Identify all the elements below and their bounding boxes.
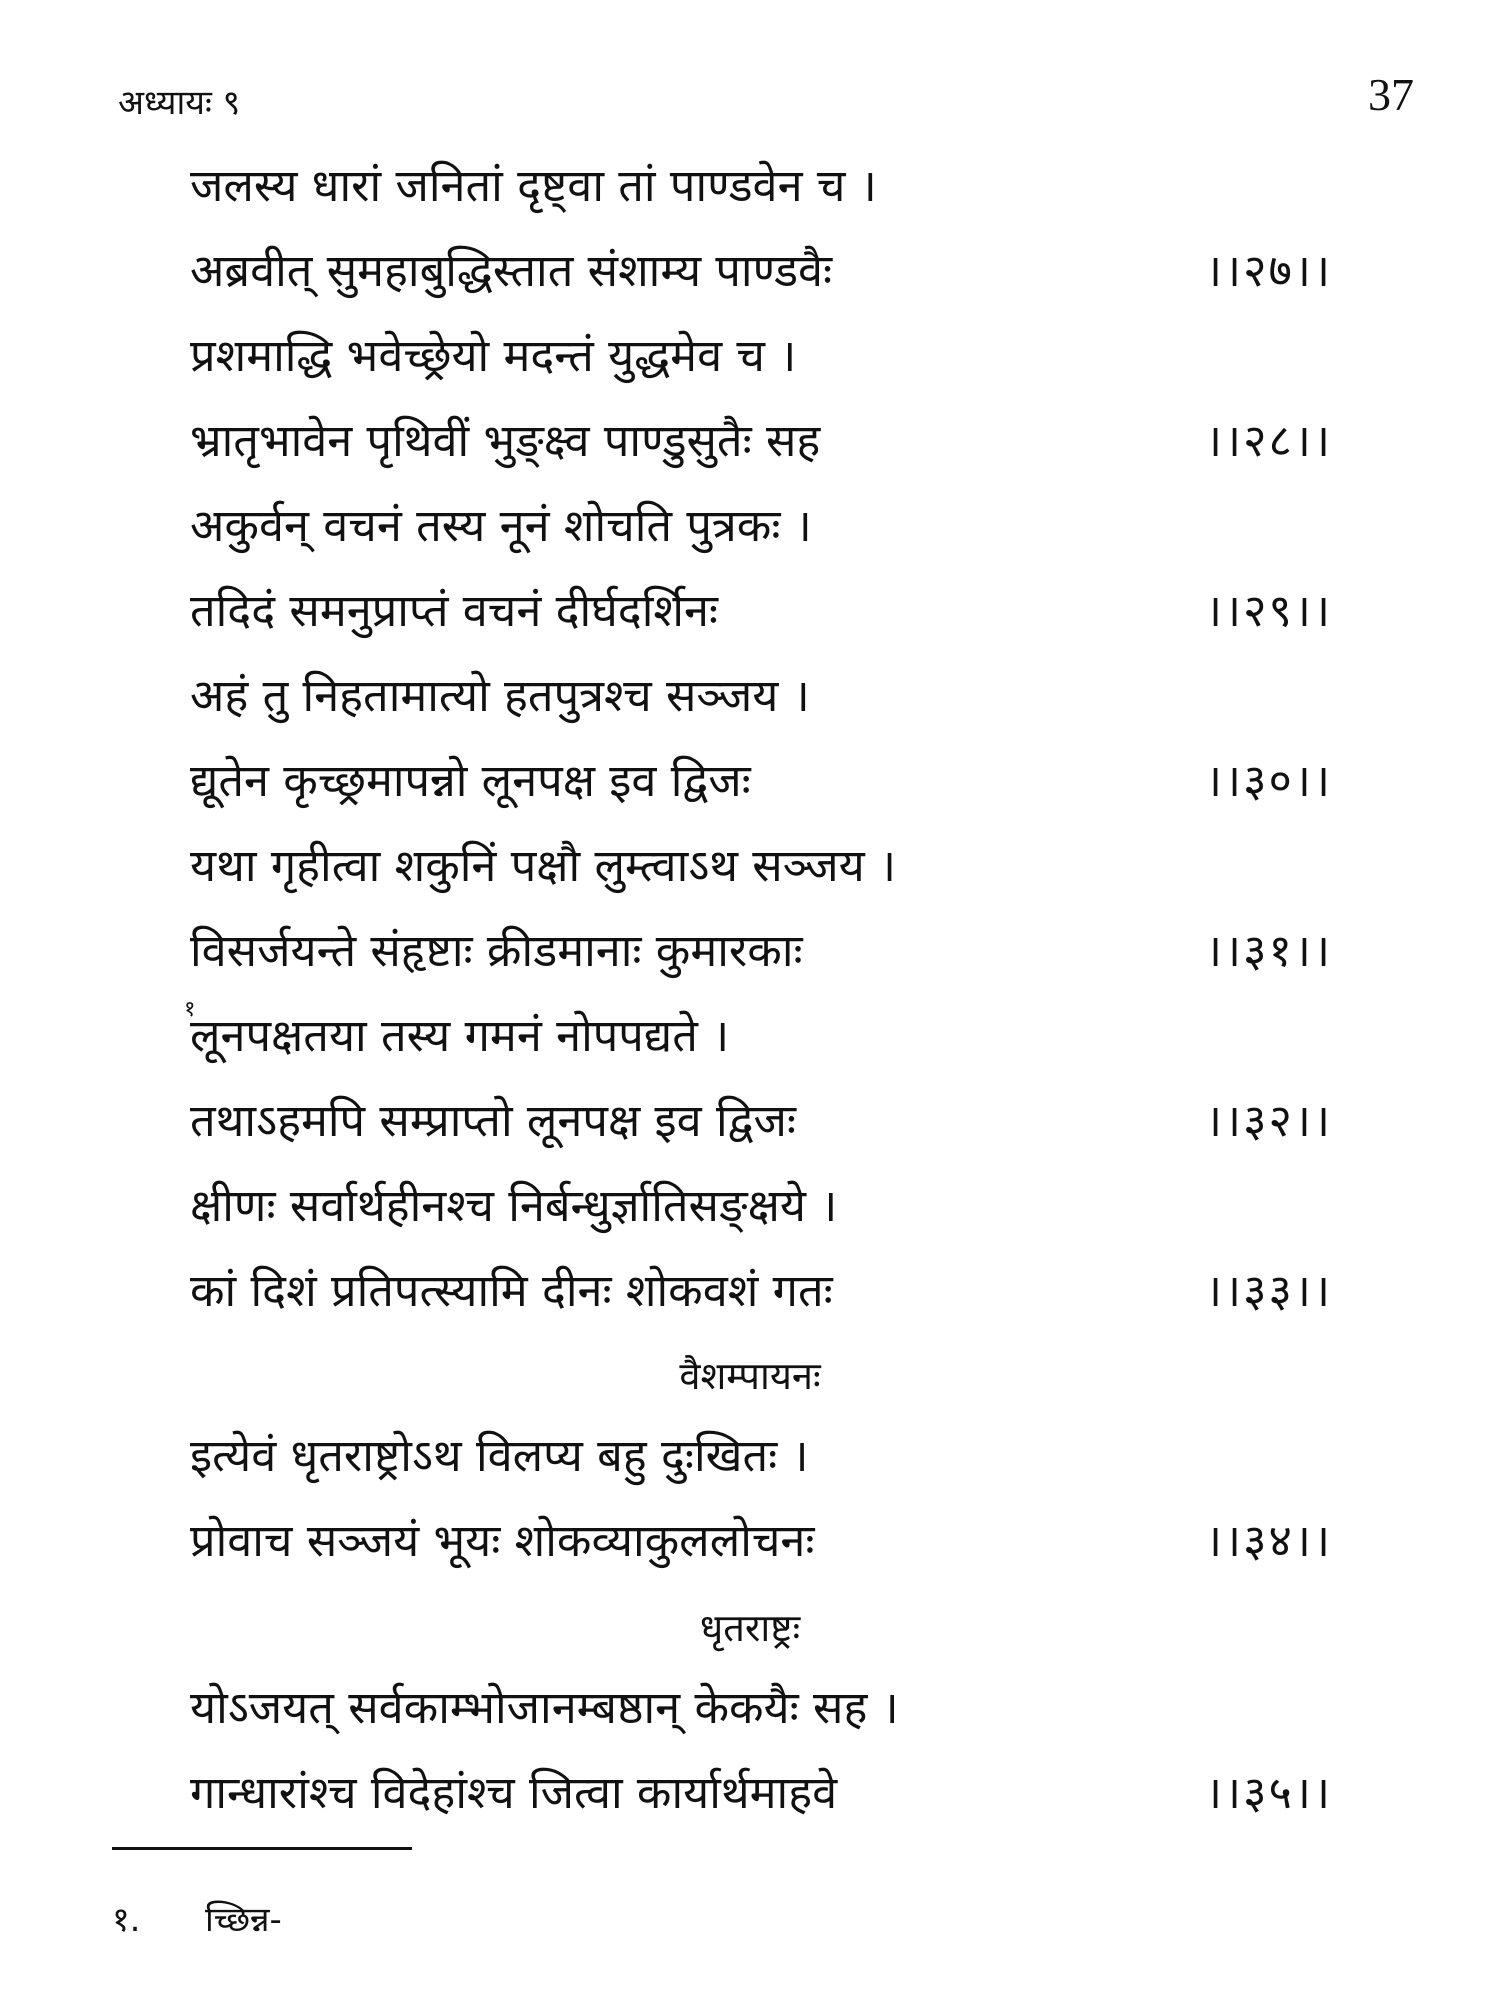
speaker-heading: धृतराष्ट्रः [699,1606,801,1650]
verse-line [190,1751,1370,1835]
verse-line [190,484,1370,568]
verse-line [190,654,1370,738]
verse-number: ।।३०।। [1205,754,1333,807]
verse-line [190,739,1370,823]
verse-text: अहं तु निहतामात्यो हतपुत्रश्च सञ्जय । [190,669,810,722]
chapter-heading: अध्यायः ९ [118,83,241,123]
verse-number: ।।३५।। [1205,1766,1333,1819]
verse-text: गान्धारांश्च विदेहांश्च जित्वा कार्यार्थमाहवे [190,1766,838,1819]
verse-text: अब्रवीत् सुमहाबुद्धिस्तात संशाम्य पाण्डवैः [190,244,833,297]
verse-text: भ्रातृभावेन पृथिवीं भुङ्क्ष्व पाण्डुसुतैः सह [190,414,821,467]
verse-line [184,994,1370,1078]
verse-line [190,1164,1370,1248]
verse-text: योऽजयत् सर्वकाम्भोजानम्बष्ठान् केकयैः सह । [190,1681,899,1734]
verse-line [190,399,1370,483]
verse-text: प्रोवाच सञ्जयं भूयः शोकव्याकुललोचनः [190,1514,815,1567]
verse-text: लूनपक्षतया तस्य गमनं नोपपद्यते । [190,1009,730,1062]
footnote-mark: १. [112,1900,141,1940]
verse-text: तदिदं समनुप्राप्तं वचनं दीर्घदर्शिनः [190,584,719,637]
verse-line [190,569,1370,653]
verse-line [190,1414,1370,1498]
verse-number: ।।२८।। [1205,414,1333,467]
verse-line [190,144,1370,228]
verse-text: जलस्य धारां जनितां दृष्ट्वा तां पाण्डवेन च । [190,159,877,212]
verse-number: ।।३४।। [1205,1514,1333,1567]
verse-line [190,229,1370,313]
verse-text: द्यूतेन कृच्छ्रमापन्नो लूनपक्ष इव द्विजः [190,754,751,807]
verse-text: यथा गृहीत्वा शकुनिं पक्षौ लुम्त्वाऽथ सञ्जय । [190,839,897,892]
footnote-ref: १ [184,997,196,1022]
verse-text: प्रशमाद्धि भवेच्छ्रेयो मदन्तं युद्धमेव च । [190,329,797,382]
page-number: 37 [1368,69,1414,120]
verse-text: कां दिशं प्रतिपत्स्यामि दीनः शोकवशं गतः [190,1264,833,1317]
verse-number: ।।३२।। [1205,1094,1333,1147]
verse-line [190,824,1370,908]
verse-number: ।।३१।। [1205,924,1333,977]
verse-number: ।।२७।। [1205,244,1333,297]
verse-line [190,1666,1370,1750]
speaker-heading: वैशम्पायनः [679,1354,821,1398]
verse-line [190,1249,1370,1333]
verse-text: क्षीणः सर्वार्थहीनश्च निर्बन्धुर्ज्ञातिसङ्क्षये । [190,1179,838,1232]
verse-text: विसर्जयन्ते संहृष्टाः क्रीडमानाः कुमारकाः [190,924,803,977]
verse-text: तथाऽहमपि सम्प्राप्तो लूनपक्ष इव द्विजः [190,1094,796,1147]
footnote-divider [112,1847,412,1850]
verse-line [190,1499,1370,1583]
verse-text: अकुर्वन् वचनं तस्य नूनं शोचति पुत्रकः । [190,499,812,552]
verse-number: ।।२९।। [1205,584,1333,637]
verse-line [190,909,1370,993]
verse-text: इत्येवं धृतराष्ट्रोऽथ विलप्य बहु दुःखितः । [190,1429,809,1482]
verse-number: ।।३३।। [1205,1264,1333,1317]
footnote-text: च्छिन्न- [205,1900,282,1940]
verse-line [190,1079,1370,1163]
verse-line [190,314,1370,398]
